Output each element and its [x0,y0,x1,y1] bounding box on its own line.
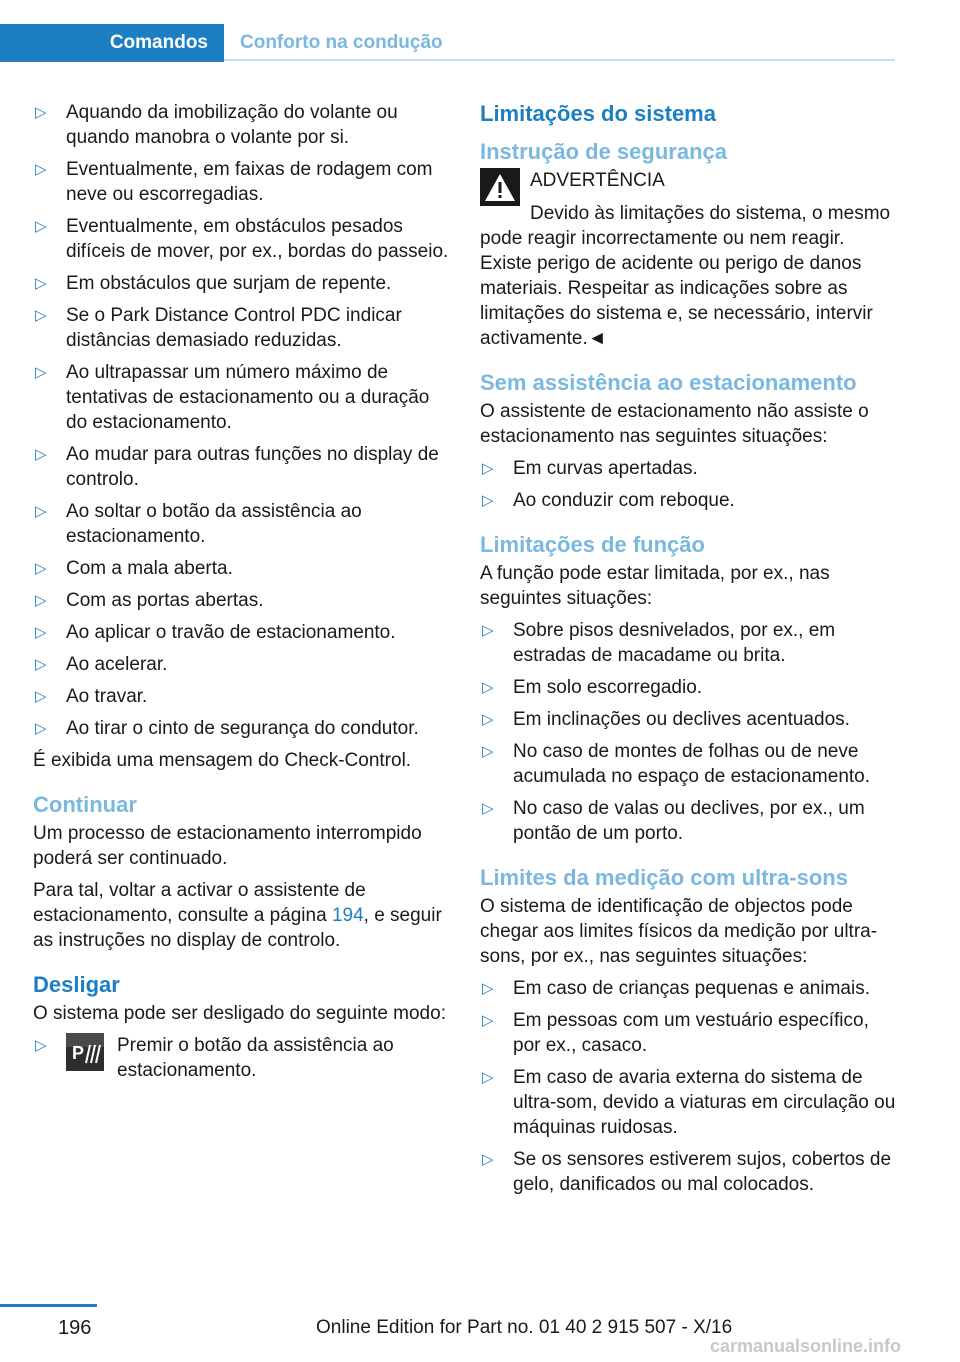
triangle-bullet-icon: ▷ [482,460,494,477]
triangle-bullet-icon: ▷ [482,492,494,509]
heading-limites-medicao: Limites da medição com ultra-sons [480,865,848,890]
list-item: ▷ Se os sensores estiverem sujos, cobertos de gelo, danificados ou mal colocados. [482,1149,892,1195]
triangle-bullet-icon: ▷ [35,656,47,673]
triangle-bullet-icon: ▷ [35,161,47,178]
page-reference-link[interactable]: 194 [331,905,364,926]
triangle-bullet-icon: ▷ [482,679,494,696]
heading-limitacoes-funcao: Limitações de função [480,532,705,557]
triangle-bullet-icon: ▷ [482,711,494,728]
footer-accent-line [0,1304,97,1307]
list-item: ▷ Ao travar. [35,686,148,707]
list-item: ▷ Em pessoas com um vestuário específico, por ex., casaco. [482,1010,869,1056]
list-item: ▷ Ao acelerar. [35,654,168,675]
heading-continuar: Continuar [33,792,137,817]
heading-desligar: Desligar [33,972,120,997]
list-item: ▷ Em caso de avaria externa do sistema de ultra-som, devido a viaturas em circulação ou máquinas ruidosas. [482,1067,896,1138]
watermark: carmanualsonline.info [710,1336,902,1356]
list-item: ▷ Ao mudar para outras funções no display de controlo. [35,444,439,490]
paragraph-continuar-1: Um processo de estacionamento interrompido poderá ser continuado. [33,823,422,869]
list-item: ▷ Eventualmente, em obstáculos pesados difíceis de mover, por ex., bordas do passeio. [35,216,449,262]
heading-limitacoes-sistema: Limitações do sistema [480,101,716,126]
triangle-bullet-icon: ▷ [482,622,494,639]
triangle-bullet-icon: ▷ [35,275,47,292]
paragraph-continuar-2: Para tal, voltar a activar o assistente de estacionamento, consulte a página 194, e seguir as instruções no display de controlo. [33,880,442,951]
park-assist-button-icon [66,1033,104,1071]
left-bullet-list [33,100,451,741]
heading-sem-assistencia: Sem assistência ao estacionamento [480,370,857,395]
paragraph-desligar: O sistema pode ser desligado do seguinte modo: [33,1003,446,1024]
triangle-bullet-icon: ▷ [35,624,47,641]
list-item: ▷ Em obstáculos que surjam de repente. [35,273,392,294]
paragraph-sem-assistencia: O assistente de estacionamento não assiste o estacionamento nas seguintes situações: [480,401,869,447]
list-item: ▷ Em caso de crianças pequenas e animais. [482,978,870,999]
list-item: ▷ Eventualmente, em faixas de rodagem com neve ou escorregadias. [35,159,433,205]
triangle-bullet-icon: ▷ [35,446,47,463]
warning-block [480,168,898,193]
header-divider [224,59,895,61]
list-item: ▷ Em solo escorregadio. [482,677,703,698]
list-item: ▷ Se o Park Distance Control PDC indicar distâncias demasiado reduzidas. [35,305,402,351]
list-item: ▷ Com as portas abertas. [35,590,264,611]
triangle-bullet-icon: ▷ [482,743,494,760]
triangle-bullet-icon: ▷ [35,364,47,381]
triangle-bullet-icon: ▷ [35,688,47,705]
list-item: ▷ Ao soltar o botão da assistência ao estacionamento. [35,501,362,547]
list-item: ▷ No caso de valas ou declives, por ex., um pontão de um porto. [482,798,865,844]
edition-note: Online Edition for Part no. 01 40 2 915 507 - X/16 [316,1317,733,1338]
paragraph-limites-medicao: O sistema de identificação de objectos pode chegar aos limites físicos da medição por ultra-sons, por ex., nas seguintes situações: [480,896,878,967]
list-item: ▷ Aquando da imobilização do volante ou quando manobra o volante por si. [35,102,398,148]
triangle-bullet-icon: ▷ [35,218,47,235]
triangle-bullet-icon: ▷ [35,720,47,737]
list-item: ▷ P Premir o botão da assistência ao estacionamento. [35,1035,394,1081]
warning-triangle-icon [480,168,520,206]
section-tab-conforto: Conforto na condução [240,32,443,53]
list-item: ▷ No caso de montes de folhas ou de neve acumulada no espaço de estacionamento. [482,741,871,787]
desligar-list [33,1033,451,1083]
section-tab-comandos: Comandos [0,24,224,62]
triangle-bullet-icon: ▷ [482,980,494,997]
check-control-message: É exibida uma mensagem do Check-Control. [33,750,412,771]
page-header [0,24,895,62]
list-item: ▷ Ao ultrapassar um número máximo de tentativas de estacionamento ou a duração do estacionamento. [35,362,430,433]
page-number: 196 [58,1317,92,1339]
triangle-bullet-icon: ▷ [35,307,47,324]
warning-text: Devido às limitações do sistema, o mesmo pode reagir incorrectamente ou nem reagir. Existe perigo de acidente ou perigo de danos materiais. Respeitar as indicações sobre as limitações do sistema e, se necessário, intervir activamente.◄ [480,203,891,349]
triangle-bullet-icon: ▷ [482,800,494,817]
right-column [480,100,898,1204]
limitacoes-funcao-list [480,618,898,846]
list-item: ▷ Ao aplicar o travão de estacionamento. [35,622,396,643]
list-item: ▷ Com a mala aberta. [35,558,233,579]
list-item: ▷ Em inclinações ou declives acentuados. [482,709,850,730]
triangle-bullet-icon: ▷ [35,560,47,577]
triangle-bullet-icon: ▷ [35,503,47,520]
heading-instrucao-seguranca: Instrução de segurança [480,139,727,164]
list-item: ▷ Ao tirar o cinto de segurança do condutor. [35,718,419,739]
triangle-bullet-icon: ▷ [482,1012,494,1029]
warning-title: ADVERTÊNCIA [530,170,665,191]
triangle-bullet-icon: ▷ [482,1069,494,1086]
list-item: ▷ Sobre pisos desnivelados, por ex., em estradas de macadame ou brita. [482,620,836,666]
svg-text:P: P [72,1043,85,1063]
left-column [33,100,451,1090]
list-item: ▷ Ao conduzir com reboque. [482,490,735,511]
triangle-bullet-icon: ▷ [35,1037,47,1054]
paragraph-limitacoes-funcao: A função pode estar limitada, por ex., nas seguintes situações: [480,563,830,609]
triangle-bullet-icon: ▷ [35,104,47,121]
list-item: ▷ Em curvas apertadas. [482,458,698,479]
triangle-bullet-icon: ▷ [482,1151,494,1168]
sem-assistencia-list [480,456,898,513]
triangle-bullet-icon: ▷ [35,592,47,609]
limites-medicao-list [480,976,898,1197]
